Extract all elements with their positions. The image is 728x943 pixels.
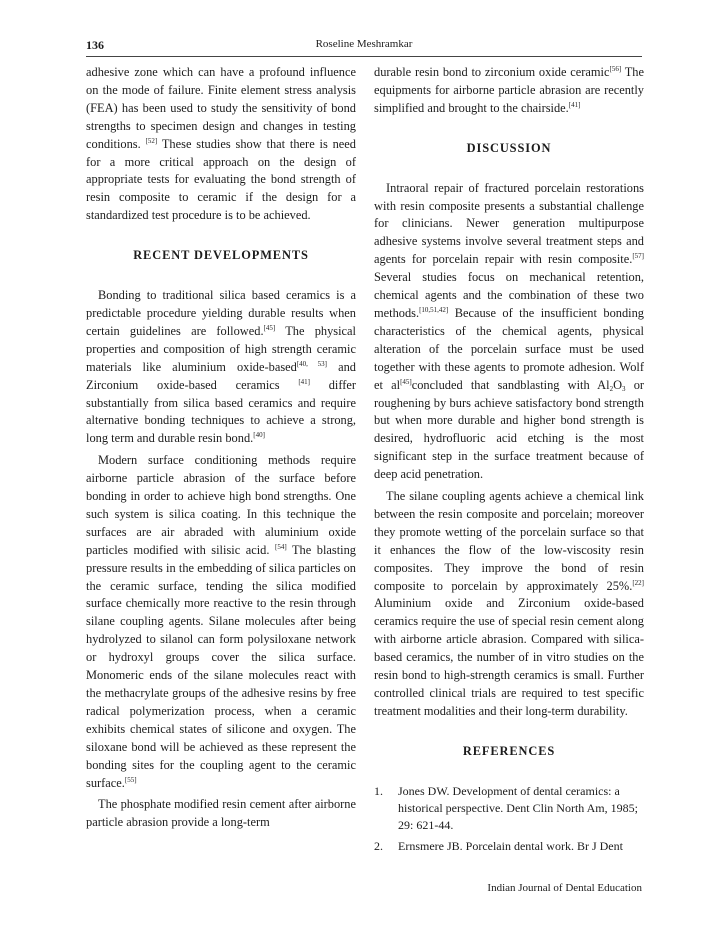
running-head: Roseline Meshramkar — [315, 38, 413, 50]
citation: [45] — [400, 377, 412, 386]
reference-item — [374, 783, 644, 834]
citation: [55] — [124, 775, 137, 784]
citation: [40, 53] — [296, 359, 328, 368]
paragraph-surface-conditioning: Modern surface conditioning methods require airborne particle abrasion of the surface before bonding in order to achieve high bond strengths. One such system is silica coating. In this technique the surfaces are air abraded with aluminium oxide particles modified with silisic acid. [54] The blasting pressure results in the embedding of silica particles on the ceramic surface, tending the silica modified surface chemically more reactive to the resin through silane coupling agents. Silane molecules after being hydrolyzed to silanol can form polysiloxane network or hydroxyl groups cover the silica surface. Monomeric ends of the silane molecules react with the methacrylate groups of the adhesive resins by free radical polymerization process, when a ceramic exhibits chemical states of silicone and oxygen. The siloxane bond will be achieved as these represent the bonding sites for the coupling agent to the ceramic surface.[55] — [86, 453, 356, 790]
right-column — [374, 64, 644, 855]
paragraph-bonding: Bonding to traditional silica based ceramics is a predictable procedure yielding durable results when certain guidelines are followed.[45] The physical properties and composition of high strength ceramic materials like aluminium oxide-based[40, 53] and Zirconium oxide-based ceramics [41] differ substantially from silica based ceramics and require alternative bonding techniques to achieve a strong, long term and durable resin bond.[40] — [86, 288, 357, 446]
citation: [41] — [298, 377, 310, 386]
heading-recent-developments: RECENT DEVELOPMENTS — [133, 248, 309, 263]
reference-text: Jones DW. Development of dental ceramics: a historical perspective. Dent Clin North Am, 1985; 29: 621-44. — [398, 783, 638, 832]
heading-discussion: DISCUSSION — [466, 140, 552, 155]
reference-list — [374, 783, 644, 855]
reference-number: 1. — [374, 783, 383, 798]
header-rule — [86, 56, 642, 57]
citation: [41] — [568, 100, 581, 109]
citation: [10,51,42] — [419, 305, 449, 314]
citation: [56] — [609, 65, 622, 73]
heading-references: REFERENCES — [462, 743, 556, 758]
paragraph-silane: The silane coupling agents achieve a chemical link between the resin composite and porcelain; moreover they promote wetting of the porcelain surface so that it enhances the flow of the low-viscosity resin composites. They improve the bond of resin composite to porcelain by approximately 25%.[22] Aluminium oxide and Zirconium oxide-based ceramics require the use of special resin cement along with airborne article abrasion. Compared with silica-based ceramics, the number of in vitro studies on the resin bond to high-strength ceramics is small. Further controlled clinical trials are required to test specific treatment modalities and their long-term durability. — [374, 489, 644, 718]
citation: [40] — [253, 431, 265, 440]
paragraph-zirconium: durable resin bond to zirconium oxide ceramic[56] The equipments for airborne particle abrasion are recently simplified and brought to the chairside.[41] — [374, 65, 645, 115]
citation: [54] — [275, 542, 287, 551]
citation: [57] — [632, 252, 644, 261]
paragraph-intraoral-repair: Intraoral repair of fractured porcelain restorations with resin composite presents a substantial challenge for clinicians. Newer generation multipurpose adhesive systems involve several treatment steps and agents for porcelain repair with resin composite.[57] Several studies focus on mechanical retention, chemical agents and the combination of these two methods.[10,51,42] Because of the insufficient bonding characteristics of the chemical agents, physical alteration of the porcelain surface must be used together with these agents to promote adhesion. Wolf et al[45]concluded that sandblasting with $Al_2O_3$ or roughening by burs achieve satisfactory bond strength but when more durable and higher bond strength is desired, hydrofluoric acid etching is the most significant step in the surface treatment because of deep acid penetration. — [374, 180, 645, 482]
page-header — [86, 38, 642, 54]
citation: [45] — [263, 323, 276, 332]
reference-text: Ernsmere JB. Porcelain dental work. Br J Dent — [398, 838, 623, 853]
reference-number: 2. — [374, 838, 383, 853]
citation: [22] — [632, 578, 644, 587]
left-column — [86, 64, 356, 832]
journal-footer: Indian Journal of Dental Education — [487, 882, 642, 894]
paragraph-phosphate: The phosphate modified resin cement after airborne particle abrasion provide a long-term — [86, 797, 356, 830]
reference-item — [374, 838, 644, 855]
citation: [52] — [145, 136, 158, 145]
page-number: 136 — [86, 38, 104, 52]
paragraph-fea: adhesive zone which can have a profound influence on the mode of failure. Finite element stress analysis (FEA) has been used to study the sensitivity of bond strengths to specimen design and changes in testing conditions. [52] These studies show that there is need for a more critical approach on the design of appropriate tests for evaluating the bond strength of resin composite to ceramic if the design for a standardized test procedure is to be achieved. — [86, 65, 357, 223]
